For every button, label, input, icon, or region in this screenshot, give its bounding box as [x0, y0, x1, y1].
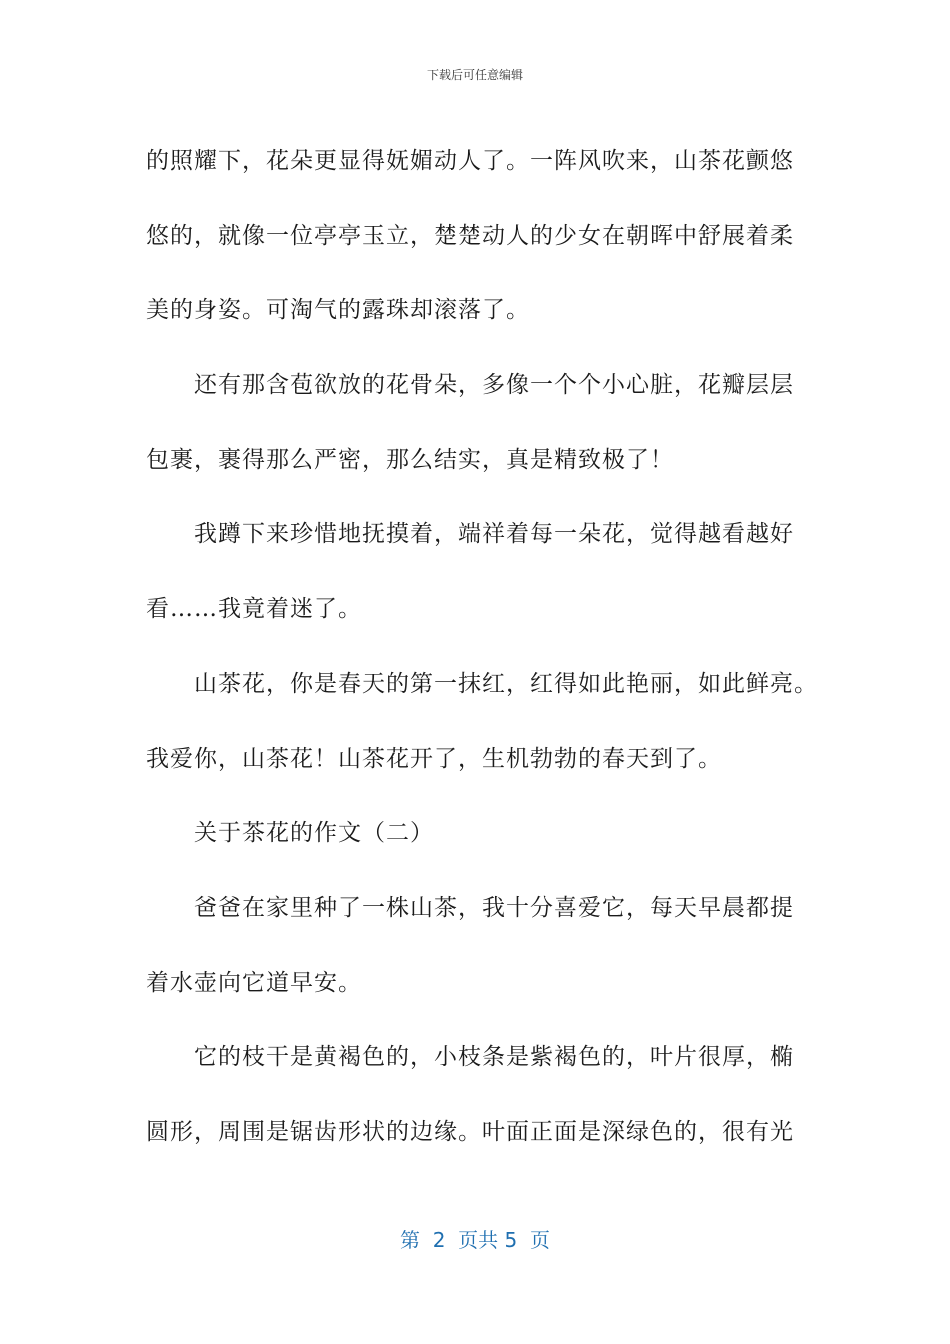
paragraph-start-line: 还有那含苞欲放的花骨朵，多像一个个小心脏，花瓣层层: [194, 372, 794, 399]
paragraph-start-line: 它的枝干是黄褐色的，小枝条是紫褐色的，叶片很厚，椭: [194, 1044, 794, 1071]
paragraph-start-line: 我蹲下来珍惜地抚摸着，端祥着每一朵花，觉得越看越好: [194, 521, 794, 548]
text-line: 着水壶向它道早安。: [146, 969, 362, 996]
text-line: 的照耀下，花朵更显得妩媚动人了。一阵风吹来，山茶花颤悠: [146, 148, 794, 174]
text-line: 悠的，就像一位亭亭玉立，楚楚动人的少女在朝晖中舒展着柔: [146, 222, 794, 249]
text-line: 看……我竟着迷了。: [146, 596, 362, 623]
text-line: 包裹，裹得那么严密，那么结实，真是精致极了！: [146, 446, 674, 473]
text-line: 美的身姿。可淘气的露珠却滚落了。: [146, 297, 530, 324]
text-line: 我爱你，山茶花！山茶花开了，生机勃勃的春天到了。: [146, 745, 722, 772]
text-line: 圆形，周围是锯齿形状的边缘。叶面正面是深绿色的，很有光: [146, 1118, 794, 1145]
document-body: [146, 124, 826, 1170]
page-number-footer: 第 2 页共 5 页: [400, 1228, 550, 1252]
paragraph-start-line: 山茶花，你是春天的第一抹红，红得如此艳丽，如此鲜亮。: [194, 670, 818, 697]
paragraph-start-line: 爸爸在家里种了一株山茶，我十分喜爱它，每天早晨都提: [194, 894, 794, 921]
section-heading: 关于茶花的作文（二）: [194, 820, 434, 847]
header-note: 下载后可任意编辑: [426, 68, 523, 82]
